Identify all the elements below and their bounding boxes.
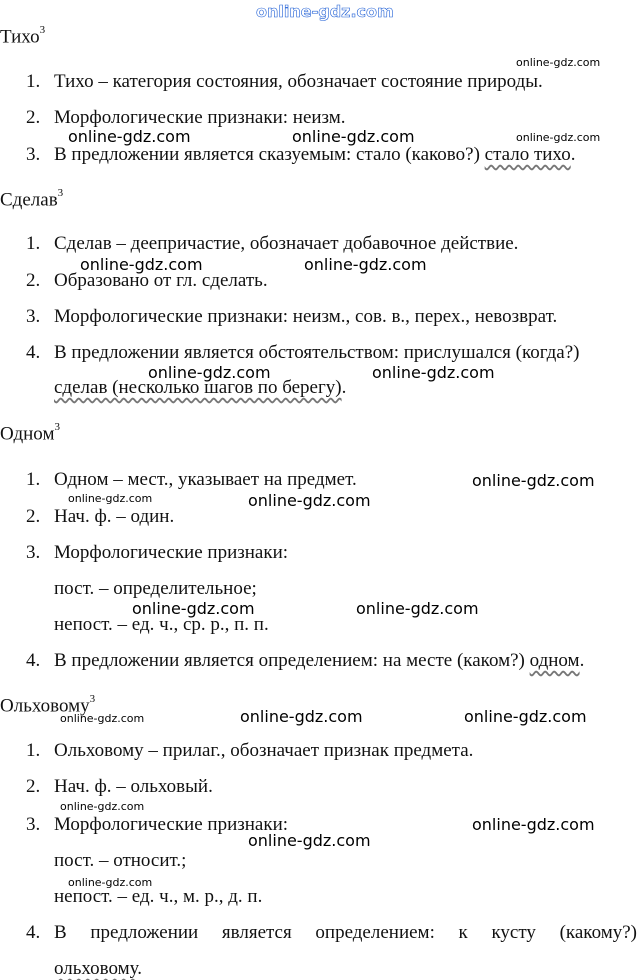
item-text: Нач. ф. – ольховый. <box>54 776 213 797</box>
watermark: online-gdz.com <box>60 800 145 813</box>
item-text: Морфологические признаки: неизм. <box>54 107 346 128</box>
item-number: 1. <box>26 71 41 92</box>
watermark: online-gdz.com <box>60 712 145 725</box>
item-text: Нач. ф. – один. <box>54 506 175 527</box>
item-text: Морфологические признаки: неизм., сов. в., перех., невозврат. <box>54 306 558 327</box>
watermark: online-gdz.com <box>372 363 495 382</box>
item-number: 3. <box>26 144 41 165</box>
watermark: online-gdz.com <box>356 599 479 618</box>
item-number: 3. <box>26 542 41 563</box>
item-text: Одном – мест., указывает на предмет. <box>54 469 357 490</box>
watermark: online-gdz.com <box>292 127 415 146</box>
item-text: Сделав – деепричастие, обозначает добавочное действие. <box>54 233 519 254</box>
section-heading-odnom: Одном$^3$ <box>0 421 60 445</box>
watermark: online-gdz.com <box>464 707 587 726</box>
watermark: online-gdz.com <box>472 815 595 834</box>
item-number: 1. <box>26 740 41 761</box>
item-text: Морфологические признаки: <box>54 542 289 563</box>
item-text: Тихо – категория состояния, обозначает состояние природы. <box>54 71 543 92</box>
underlined-phrase: сделав (несколько шагов по берегу) <box>54 377 342 398</box>
section-heading-tiho: Тихо$^3$ <box>0 24 46 48</box>
item-text: В предложении является определением: к кусту (какому?) <box>54 922 637 943</box>
item-text: В предложении является определением: на месте (каком?) одном. <box>54 650 585 671</box>
watermark: online-gdz.com <box>68 127 191 146</box>
item-text: Ольховому – прилаг., обозначает признак предмета. <box>54 740 474 761</box>
watermark: online-gdz.com <box>248 491 371 510</box>
watermark: online-gdz.com <box>68 492 153 505</box>
watermark: online-gdz.com <box>68 876 153 889</box>
underlined-phrase: ольховому <box>54 958 138 979</box>
item-number: 2. <box>26 107 41 128</box>
item-number: 4. <box>26 922 41 943</box>
watermark: online-gdz.com <box>132 599 255 618</box>
item-number: 1. <box>26 469 41 490</box>
item-number: 4. <box>26 342 41 363</box>
item-number: 2. <box>26 776 41 797</box>
watermark: online-gdz.com <box>304 255 427 274</box>
section-heading-olhovomu: Ольховому$^3$ <box>0 693 96 717</box>
underlined-phrase: стало тихо <box>484 144 571 165</box>
item-number: 4. <box>26 650 41 671</box>
watermark: online-gdz.com <box>148 363 271 382</box>
item-text-continued: ольховому. <box>54 958 143 979</box>
item-subline: непост. – ед. ч., ср. р., п. п. <box>54 614 269 635</box>
item-subline: пост. – относит.; <box>54 850 187 871</box>
underlined-phrase: одном <box>529 650 580 671</box>
item-text-continued: сделав (несколько шагов по берегу). <box>54 377 347 398</box>
item-text: Морфологические признаки: <box>54 814 289 835</box>
watermark: online-gdz.com <box>240 707 363 726</box>
item-number: 1. <box>26 233 41 254</box>
item-subline: пост. – определительное; <box>54 578 257 599</box>
watermark: online-gdz.com <box>516 131 601 144</box>
watermark: online-gdz.com <box>248 831 371 850</box>
item-text: Образовано от гл. сделать. <box>54 270 268 291</box>
watermark: online-gdz.com <box>516 56 601 69</box>
item-subline: непост. – ед. ч., м. р., д. п. <box>54 886 263 907</box>
item-text: В предложении является сказуемым: стало (каково?) стало тихо. <box>54 144 576 165</box>
item-number: 2. <box>26 506 41 527</box>
item-number: 3. <box>26 306 41 327</box>
watermark: online-gdz.com <box>80 255 203 274</box>
item-text: В предложении является обстоятельством: прислушался (когда?) <box>54 342 580 363</box>
watermark-top: online-gdz.com <box>256 2 394 21</box>
watermark: online-gdz.com <box>472 471 595 490</box>
item-number: 3. <box>26 814 41 835</box>
item-number: 2. <box>26 270 41 291</box>
section-heading-sdelav: Сделав$^3$ <box>0 187 64 211</box>
